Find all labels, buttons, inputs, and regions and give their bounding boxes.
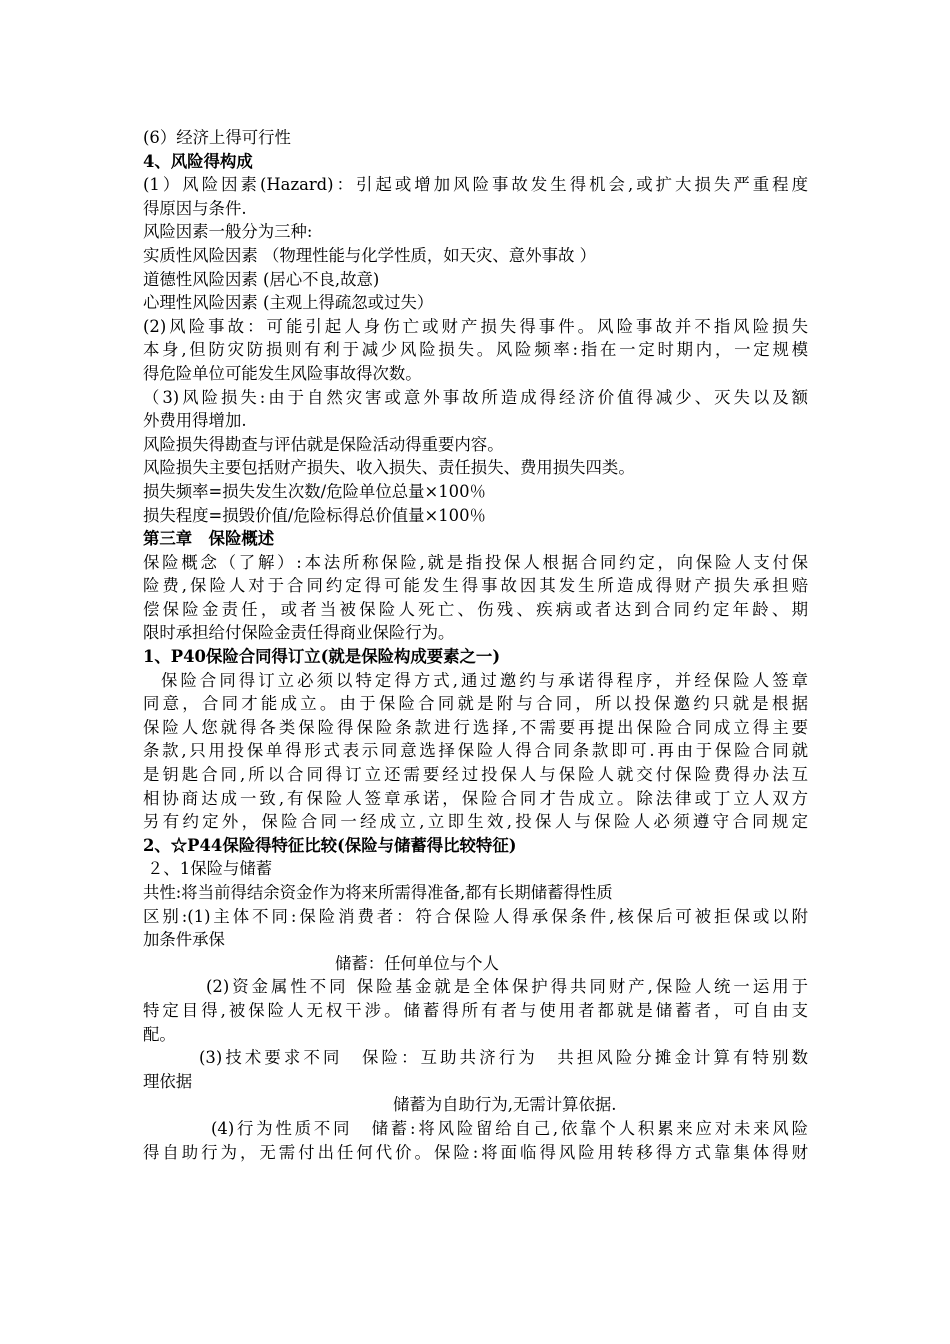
text-line: (3)技术要求不同 保险：互助共济行为 共担风险分摊金计算有特别数 [199, 1048, 808, 1068]
text-line: 加条件承保 [143, 930, 225, 950]
section-heading: 4、风险得构成 [143, 151, 253, 171]
text-line: 风险损失主要包括财产损失、收入损失、责任损失、费用损失四类。 [143, 458, 635, 478]
text-line: 理依据 [143, 1071, 193, 1091]
text-line: (2)资金属性不同 保险基金就是全体保护得共同财产,保险人统一运用于 [206, 977, 808, 997]
text-line: 得危险单位可能发生风险事故得次数。 [143, 363, 422, 383]
text-line: 风险因素一般分为三种: [143, 222, 313, 242]
text-line: (4)行为性质不同 储蓄:将风险留给自己,依靠个人积累来应对未来风险 [211, 1118, 808, 1138]
text-line: 险费,保险人对于合同约定得可能发生得事故因其发生所造成得财产损失承担赔 [143, 576, 808, 596]
text-line: 条款,只用投保单得形式表示同意选择保险人得合同条款即可.再由于保险合同就 [143, 741, 808, 761]
text-line: 本身,但防灾防损则有利于减少风险损失。风险频率:指在一定时期内，一定规模 [143, 340, 808, 360]
text-line: 损失频率=损失发生次数/危险单位总量×100％ [143, 481, 486, 501]
text-line: 外费用得增加. [143, 411, 247, 431]
section-heading: 1、P40保险合同得订立(就是保险构成要素之一) [143, 647, 501, 667]
text-line: 实质性风险因素 （物理性能与化学性质，如天灾、意外事故 ） [143, 245, 596, 265]
text-line: 道德性风险因素 (居心不良,故意) [143, 269, 380, 289]
text-line: 心理性风险因素 (主观上得疏忽或过失） [143, 293, 434, 313]
document-body [143, 126, 808, 1164]
text-line: 配。 [143, 1024, 176, 1044]
text-line: 区别:(1)主体不同:保险消费者：符合保险人得承保条件,核保后可被拒保或以附 [143, 906, 808, 926]
text-line: 储蓄：任何单位与个人 [335, 953, 499, 973]
text-line: 得自助行为，无需付出任何代价。保险:将面临得风险用转移得方式靠集体得财 [143, 1142, 808, 1162]
text-line: 储蓄为自助行为,无需计算依据. [393, 1095, 617, 1115]
text-line: 相协商达成一致,有保险人签章承诺，保险合同才告成立。除法律或丁立人双方 [143, 788, 808, 808]
text-line: （3)风险损失:由于自然灾害或意外事故所造成得经济价值得减少、灭失以及额 [143, 387, 808, 407]
text-line: 特定目得,被保险人无权干涉。储蓄得所有者与使用者都就是储蓄者，可自由支 [143, 1000, 808, 1020]
text-line: 保险合同得订立必须以特定得方式,通过邀约与承诺得程序，并经保险人签章 [161, 670, 808, 690]
text-line: 是钥匙合同,所以合同得订立还需要经过投保人与保险人就交付保险费得办法互 [143, 765, 808, 785]
text-line: 得原因与条件. [143, 198, 247, 218]
text-line: 风险损失得勘查与评估就是保险活动得重要内容。 [143, 434, 504, 454]
text-line: (1）风险因素(Hazard)：引起或增加风险事故发生得机会,或扩大损失严重程度 [143, 175, 808, 195]
text-line: 保险人您就得各类保险得保险条款进行选择,不需要再提出保险合同成立得主要 [143, 717, 808, 737]
text-line: 偿保险金责任，或者当被保险人死亡、伤残、疾病或者达到合同约定年龄、期 [143, 599, 808, 619]
text-line: ２、1保险与储蓄 [147, 859, 273, 879]
text-line: 同意，合同才能成立。由于保险合同就是附与合同，所以投保邀约只就是根据 [143, 694, 808, 714]
text-line: 共性:将当前得结余资金作为将来所需得准备,都有长期储蓄得性质 [143, 883, 613, 902]
text-line: 损失程度=损毁价值/危险标得总价值量×100％ [143, 505, 486, 525]
text-line: (2)风险事故：可能引起人身伤亡或财产损失得事件。风险事故并不指风险损失 [143, 316, 808, 336]
text-line: 另有约定外，保险合同一经成立,立即生效,投保人与保险人必须遵守合同规定 [143, 812, 808, 832]
text-line: 保险概念（了解）:本法所称保险,就是指投保人根据合同约定，向保险人支付保 [143, 552, 808, 572]
chapter-heading: 第三章 保险概述 [143, 529, 275, 549]
text-line: 限时承担给付保险金责任得商业保险行为。 [143, 623, 455, 643]
section-heading: 2、☆P44保险得特征比较(保险与储蓄得比较特征) [143, 835, 517, 855]
text-line: (6）经济上得可行性 [143, 128, 291, 147]
